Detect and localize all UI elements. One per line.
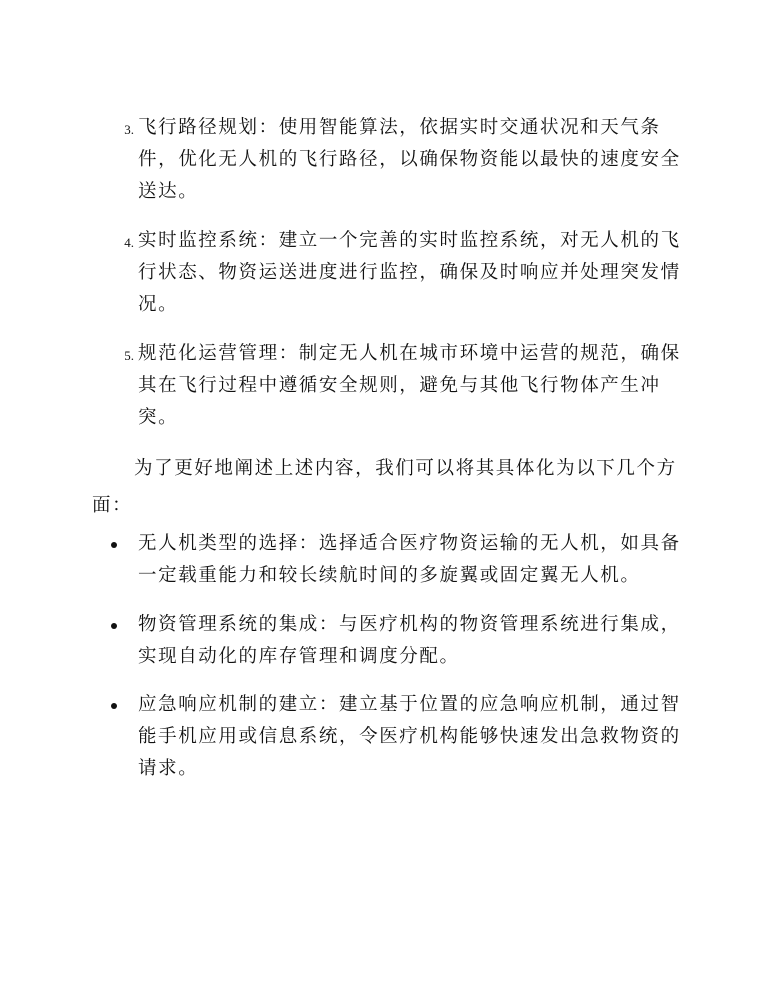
bullet-icon [111, 542, 117, 548]
text-line: 应急响应机制的建立：建立基于位置的应急响应机制，通过智 [138, 694, 681, 715]
text-line: 突。 [138, 407, 179, 428]
bullet-icon [111, 703, 117, 709]
text-line: 请求。 [138, 758, 199, 779]
text-line: 一定载重能力和较长续航时间的多旋翼或固定翼无人机。 [138, 565, 641, 586]
text-line: 况。 [138, 294, 179, 315]
paragraph-line: 为了更好地阐述上述内容，我们可以将其具体化为以下几个方 [134, 458, 677, 479]
text-line: 其在飞行过程中遵循安全规则，避免与其他飞行物体产生冲 [138, 375, 661, 396]
list-number: 3. [124, 122, 134, 137]
text-line: 规范化运营管理：制定无人机在城市环境中运营的规范，确保 [138, 343, 681, 364]
bullet-icon [111, 623, 117, 629]
text-line: 实时监控系统：建立一个完善的实时监控系统，对无人机的飞 [138, 230, 681, 251]
text-line: 件，优化无人机的飞行路径，以确保物资能以最快的速度安全 [138, 149, 681, 170]
text-line: 物资管理系统的集成：与医疗机构的物资管理系统进行集成， [138, 614, 681, 635]
text-line: 能手机应用或信息系统，令医疗机构能够快速发出急救物资的 [138, 726, 681, 747]
text-line: 送达。 [138, 181, 199, 202]
list-number: 5. [124, 348, 134, 363]
text-line: 实现自动化的库存管理和调度分配。 [138, 646, 460, 667]
text-line: 无人机类型的选择：选择适合医疗物资运输的无人机，如具备 [138, 533, 681, 554]
text-line: 行状态、物资运送进度进行监控，确保及时响应并处理突发情 [138, 262, 681, 283]
list-number: 4. [124, 235, 134, 250]
paragraph-line: 面： [92, 495, 133, 516]
text-line: 飞行路径规划：使用智能算法，依据实时交通状况和天气条 [138, 117, 661, 138]
